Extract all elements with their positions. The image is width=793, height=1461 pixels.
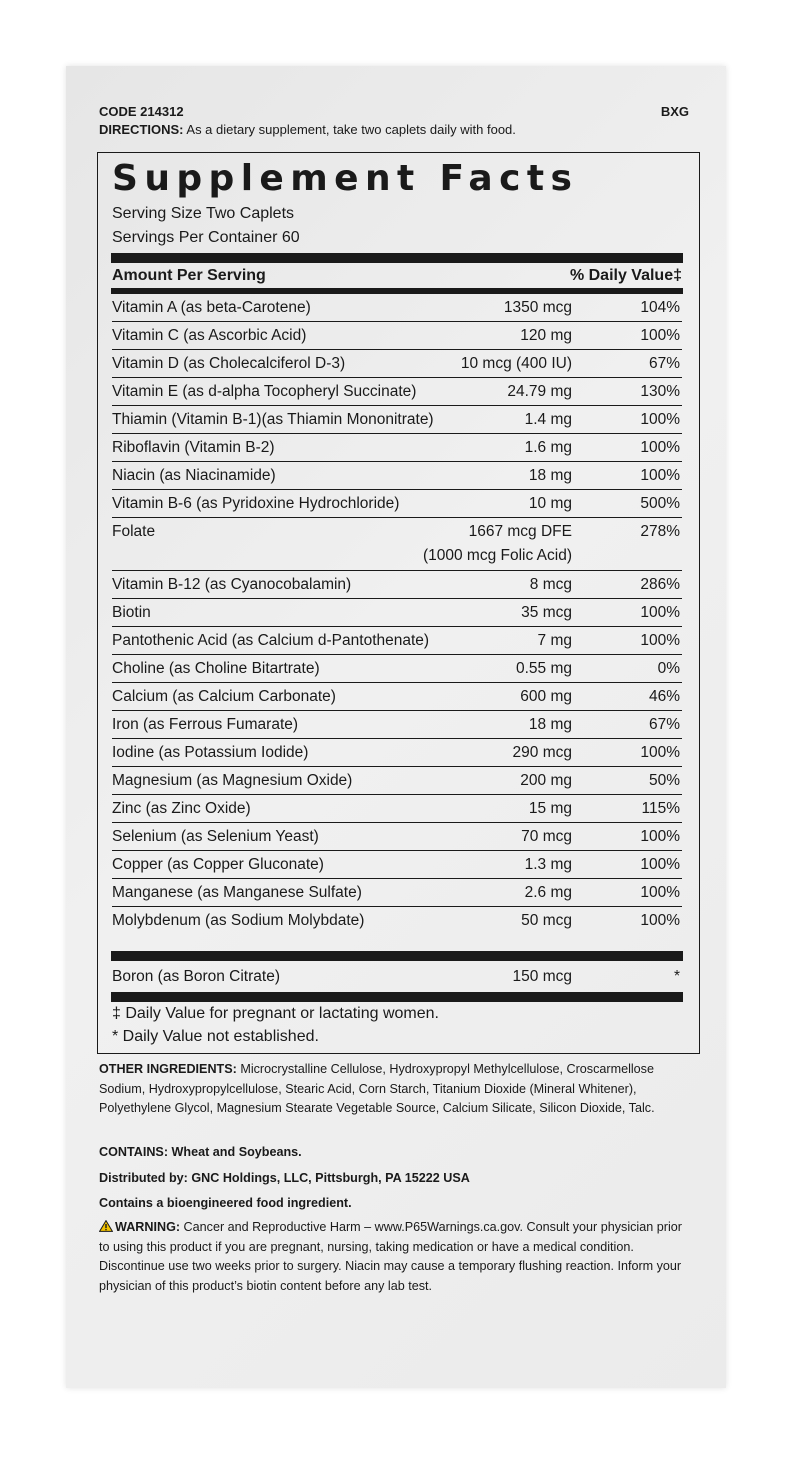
nutrient-amount: 8 mcg — [529, 576, 572, 593]
nutrient-dv: 100% — [640, 439, 680, 456]
nutrient-amount: 10 mcg (400 IU) — [460, 355, 572, 372]
nutrient-amount: 35 mcg — [521, 604, 572, 621]
nutrient-amount: 2.6 mg — [524, 884, 572, 901]
nutrient-dv: 100% — [640, 632, 680, 649]
nutrient-row — [112, 739, 682, 767]
nutrient-dv: 100% — [640, 856, 680, 873]
nutrient-amount: 600 mg — [520, 688, 572, 705]
nutrient-amount: 290 mcg — [512, 744, 572, 761]
directions-label: DIRECTIONS: — [99, 122, 184, 137]
nutrient-table — [112, 294, 682, 935]
nutrient-name: Vitamin B-6 (as Pyridoxine Hydrochloride) — [112, 495, 400, 512]
nutrient-name: Iron (as Ferrous Fumarate) — [112, 716, 299, 733]
divider-thick — [111, 253, 683, 263]
nutrient-dv: * — [673, 968, 680, 985]
nutrient-name: Copper (as Copper Gluconate) — [112, 856, 324, 873]
nutrient-row-boron — [112, 962, 682, 992]
nutrient-row — [112, 350, 682, 378]
nutrient-name: Thiamin (Vitamin B-1)(as Thiamin Mononitrate) — [112, 411, 434, 428]
nutrient-amount: 50 mcg — [521, 912, 572, 929]
nutrient-name: Biotin — [112, 604, 151, 621]
nutrient-name: Calcium (as Calcium Carbonate) — [112, 688, 336, 705]
nutrient-name: Vitamin A (as beta-Carotene) — [112, 299, 311, 316]
nutrient-row — [112, 907, 682, 935]
nutrient-row — [112, 823, 682, 851]
nutrient-row — [112, 434, 682, 462]
nutrient-dv: 500% — [640, 495, 680, 512]
nutrient-amount: 0.55 mg — [515, 660, 572, 677]
warning-text: Cancer and Reproductive Harm – www.P65Warnings.ca.gov. Consult your physician prior to using this product if you are pregnant, nursing, taking medication or have a medical condition. Discontinue use two weeks prior to surgery. Niacin may cause a temporary flushing reaction. Inform your physician of this product’s biotin content before any lab test. — [99, 1220, 682, 1293]
nutrient-amount: 10 mg — [528, 495, 572, 512]
other-ingredients-label: OTHER INGREDIENTS: — [99, 1062, 237, 1076]
nutrient-dv: 46% — [648, 688, 680, 705]
nutrient-row — [112, 683, 682, 711]
code-row — [99, 104, 689, 120]
nutrient-dv: 100% — [640, 467, 680, 484]
nutrient-amount: 18 mg — [528, 716, 572, 733]
nutrient-row — [112, 851, 682, 879]
nutrient-dv: 100% — [640, 828, 680, 845]
nutrient-amount: 1.3 mg — [524, 856, 572, 873]
other-ingredients — [99, 1060, 691, 1119]
nutrient-amount: 15 mg — [528, 800, 572, 817]
nutrient-row — [112, 378, 682, 406]
nutrient-amount: 70 mcg — [521, 828, 572, 845]
nutrient-amount: 1.4 mg — [524, 411, 572, 428]
nutrient-row — [112, 655, 682, 683]
warning-label: WARNING: — [115, 1220, 181, 1234]
nutrient-dv: 100% — [640, 884, 680, 901]
nutrient-amount: 1667 mcg DFE — [468, 523, 572, 540]
nutrient-name: Vitamin B-12 (as Cyanocobalamin) — [112, 576, 352, 593]
nutrient-name: Vitamin D (as Cholecalciferol D-3) — [112, 355, 346, 372]
nutrient-row — [112, 462, 682, 490]
amount-per-serving-header: Amount Per Serving — [112, 267, 266, 284]
nutrient-dv: 100% — [640, 327, 680, 344]
nutrient-name: Iodine (as Potassium Iodide) — [112, 744, 309, 761]
allergen-statement: CONTAINS: Wheat and Soybeans. — [99, 1145, 302, 1159]
nutrient-dv: 0% — [657, 660, 680, 677]
nutrient-amount: 120 mg — [520, 327, 572, 344]
nutrient-name: Selenium (as Selenium Yeast) — [112, 828, 319, 845]
nutrient-name: Magnesium (as Magnesium Oxide) — [112, 772, 353, 789]
warning-statement — [99, 1218, 691, 1296]
nutrient-name: Niacin (as Niacinamide) — [112, 467, 276, 484]
footnote-asterisk: * Daily Value not established. — [112, 1028, 319, 1045]
nutrient-amount: 1.6 mg — [524, 439, 572, 456]
nutrient-name: Pantothenic Acid (as Calcium d-Pantothenate) — [112, 632, 430, 649]
nutrient-name: Vitamin E (as d-alpha Tocopheryl Succinate) — [112, 383, 417, 400]
nutrient-amount-detail: (1000 mcg Folic Acid) — [422, 547, 572, 564]
nutrient-dv: 104% — [640, 299, 680, 316]
other-ingredients-text: Microcrystalline Cellulose, Hydroxypropyl Methylcellulose, Croscarmellose Sodium, Hydroxypropylcellulose, Stearic Acid, Corn Starch, Titanium Dioxide (Mineral Whitener), Polyethylene Glycol, Magnesium Stearate Vegetable Source, Calcium Silicate, Silicon Dioxide, Talc. — [99, 1062, 655, 1115]
nutrient-name: Zinc (as Zinc Oxide) — [112, 800, 251, 817]
directions-text: As a dietary supplement, take two caplets daily with food. — [183, 122, 516, 137]
nutrient-name: Folate — [112, 523, 156, 540]
nutrient-row — [112, 490, 682, 518]
nutrient-row — [112, 627, 682, 655]
nutrient-dv: 115% — [641, 800, 680, 817]
nutrient-amount: 150 mcg — [512, 968, 572, 985]
nutrient-dv: 50% — [648, 772, 680, 789]
nutrient-amount: 1350 mcg — [503, 299, 572, 316]
nutrient-dv: 100% — [640, 912, 680, 929]
nutrient-amount: 7 mg — [537, 632, 572, 649]
nutrient-dv: 100% — [640, 744, 680, 761]
product-code: CODE 214312 — [99, 104, 184, 119]
warning-triangle-icon — [99, 1220, 113, 1232]
nutrient-dv: 278% — [640, 523, 680, 540]
nutrient-name: Boron (as Boron Citrate) — [112, 968, 280, 985]
divider-thick — [111, 992, 683, 1002]
nutrient-row — [112, 322, 682, 350]
nutrient-dv: 130% — [640, 383, 680, 400]
nutrient-amount: 18 mg — [528, 467, 572, 484]
nutrient-amount: 200 mg — [520, 772, 572, 789]
directions — [99, 122, 689, 138]
daily-value-header: % Daily Value‡ — [569, 267, 682, 284]
nutrient-row — [112, 571, 682, 599]
nutrient-name: Riboflavin (Vitamin B-2) — [112, 439, 275, 456]
nutrient-dv: 286% — [640, 576, 680, 593]
serving-size: Serving Size Two Caplets — [112, 205, 295, 222]
nutrient-row — [112, 599, 682, 627]
supplement-facts-panel — [97, 152, 700, 1054]
distributor: Distributed by: GNC Holdings, LLC, Pittsburgh, PA 15222 USA — [99, 1171, 470, 1185]
batch-code: BXG — [660, 104, 689, 119]
nutrient-row — [112, 879, 682, 907]
facts-title: Supplement Facts — [112, 158, 579, 199]
nutrient-row — [112, 795, 682, 823]
nutrient-row — [112, 294, 682, 322]
bioengineered-statement: Contains a bioengineered food ingredient. — [99, 1196, 352, 1210]
nutrient-row — [112, 767, 682, 795]
nutrient-name: Vitamin C (as Ascorbic Acid) — [112, 327, 307, 344]
nutrient-name: Manganese (as Manganese Sulfate) — [112, 884, 362, 901]
nutrient-row — [112, 518, 682, 571]
servings-per-container: Servings Per Container 60 — [112, 229, 300, 246]
amount-header-row — [112, 265, 682, 287]
nutrient-row — [112, 406, 682, 434]
nutrient-dv: 67% — [648, 355, 680, 372]
divider-thick — [111, 951, 683, 961]
nutrient-name: Molybdenum (as Sodium Molybdate) — [112, 912, 365, 929]
nutrient-amount: 24.79 mg — [507, 383, 572, 400]
nutrient-dv: 100% — [640, 411, 680, 428]
nutrient-row — [112, 711, 682, 739]
nutrient-name: Choline (as Choline Bitartrate) — [112, 660, 320, 677]
nutrient-dv: 100% — [640, 604, 680, 621]
nutrient-dv: 67% — [648, 716, 680, 733]
footnote-double-dagger: ‡ Daily Value for pregnant or lactating women. — [112, 1005, 439, 1022]
